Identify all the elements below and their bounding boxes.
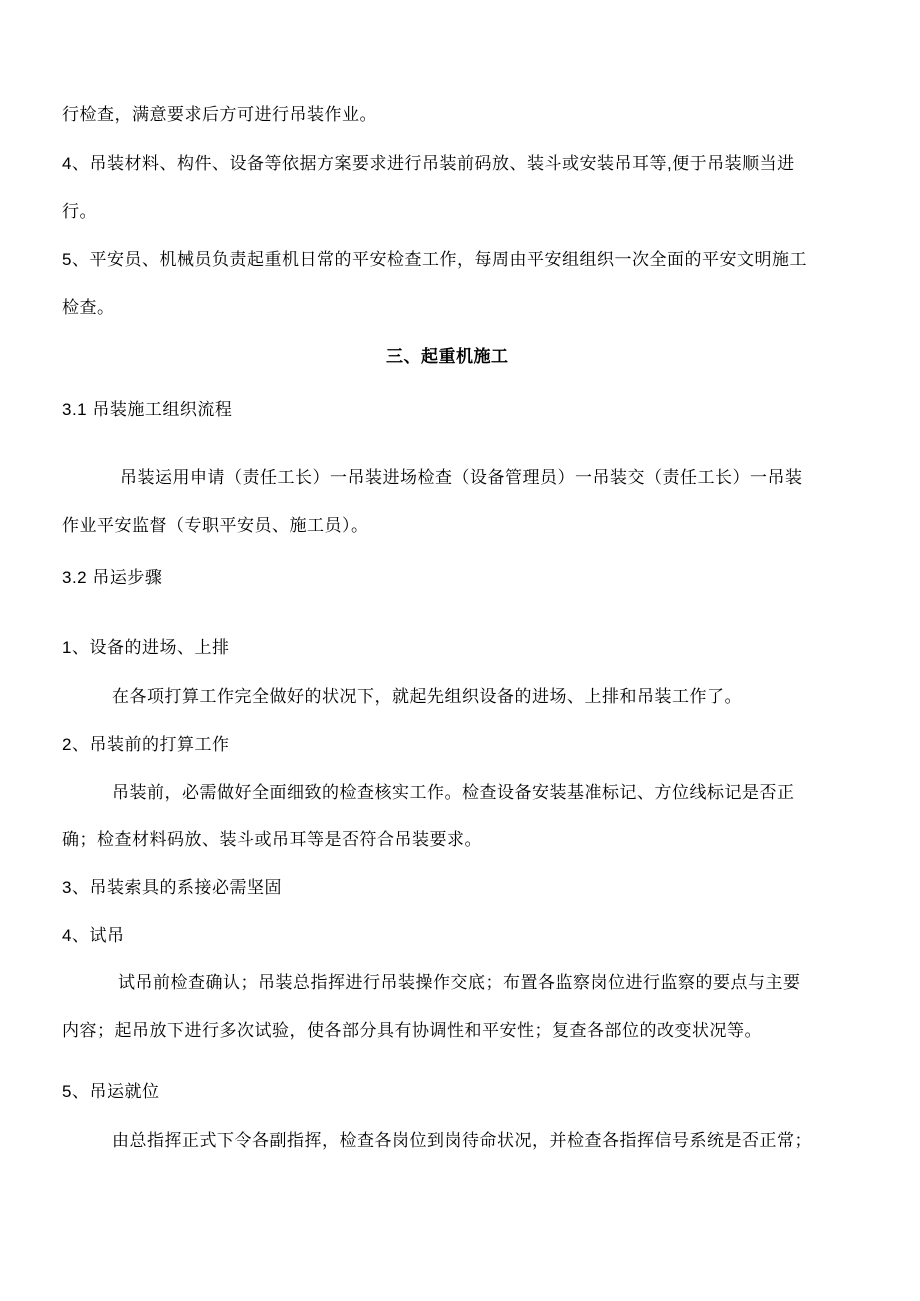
step-2-body-line-2: 确；检查材料码放、装斗或吊耳等是否符合吊装要求。 bbox=[62, 830, 482, 850]
step-5-heading: 5、吊运就位 bbox=[62, 1082, 160, 1101]
step-5-body-line-1: 由总指挥正式下令各副指挥，检查各岗位到岗待命状况，并检查各指挥信号系统是否正常； bbox=[112, 1131, 812, 1151]
flow-paragraph-line-1: 吊装运用申请（责任工长）一吊装进场检查（设备管理员）一吊装交（责任工长）一吊装 bbox=[120, 468, 803, 488]
paragraph-line-1: 行检查，满意要求后方可进行吊装作业。 bbox=[62, 105, 377, 125]
paragraph-item-5-line-1: 5、平安员、机械员负责起重机日常的平安检查工作，每周由平安组组织一次全面的平安文明施工 bbox=[62, 250, 807, 269]
section-heading: 三、起重机施工 bbox=[386, 347, 509, 367]
step-2-body-line-1: 吊装前，必需做好全面细致的检查核实工作。检查设备安装基准标记、方位线标记是否正 bbox=[112, 783, 795, 803]
step-1-heading: 1、设备的进场、上排 bbox=[62, 638, 230, 657]
paragraph-item-5-line-2: 检查。 bbox=[62, 298, 115, 318]
step-4-heading: 4、试吊 bbox=[62, 926, 125, 945]
step-3-heading: 3、吊装索具的系接必需坚固 bbox=[62, 878, 282, 897]
paragraph-item-4-line-2: 行。 bbox=[62, 202, 97, 222]
step-4-body-line-2: 内容；起吊放下进行多次试验，使各部分具有协调性和平安性；复查各部位的改变状况等。 bbox=[62, 1021, 762, 1041]
subsection-heading-3-1: 3.1 吊装施工组织流程 bbox=[62, 400, 233, 419]
step-4-body-line-1: 试吊前检查确认；吊装总指挥进行吊装操作交底；布置各监察岗位进行监察的要点与主要 bbox=[118, 973, 801, 993]
paragraph-item-4-line-1: 4、吊装材料、构件、设备等依据方案要求进行吊装前码放、装斗或安装吊耳等,便于吊装顺当进 bbox=[62, 154, 795, 173]
subsection-heading-3-2: 3.2 吊运步骤 bbox=[62, 568, 163, 587]
step-1-body: 在各项打算工作完全做好的状况下，就起先组织设备的进场、上排和吊装工作了。 bbox=[112, 687, 742, 707]
flow-paragraph-line-2: 作业平安监督（专职平安员、施工员）。 bbox=[62, 516, 369, 536]
step-2-heading: 2、吊装前的打算工作 bbox=[62, 735, 230, 754]
